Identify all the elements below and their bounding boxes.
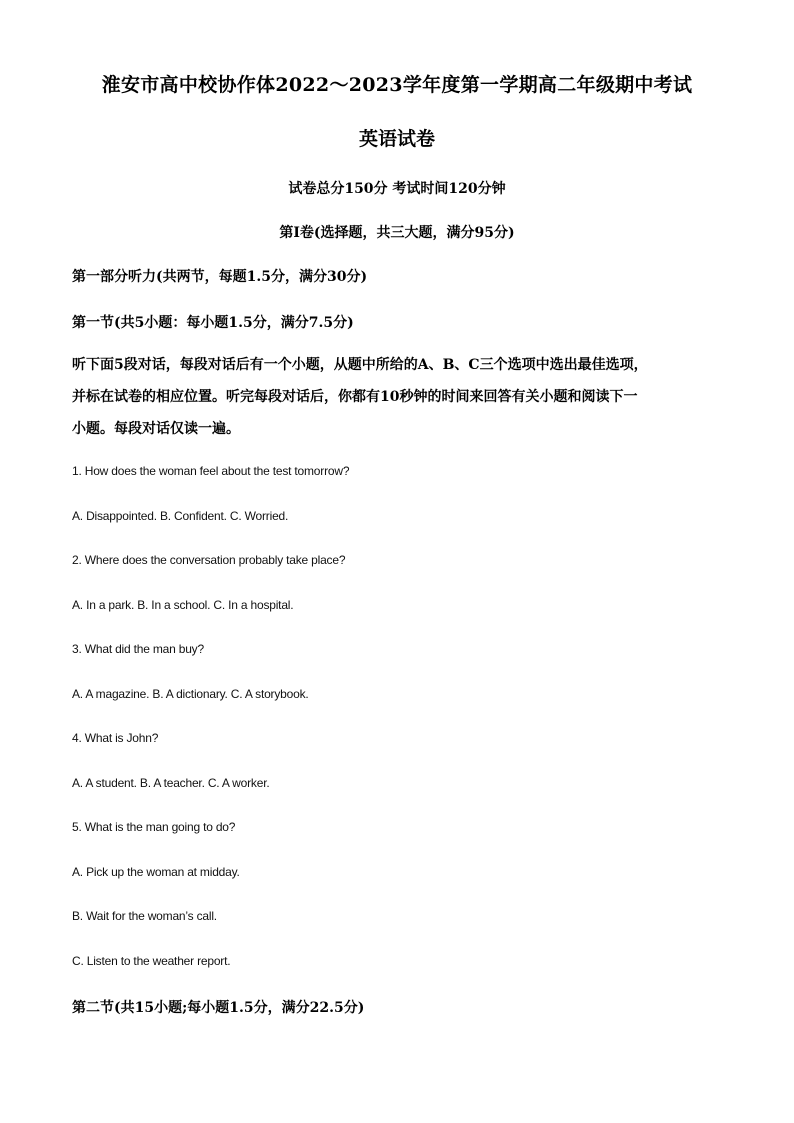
question-5-option-a: A. Pick up the woman at midday. — [72, 865, 240, 879]
exam-info: 试卷总分150分 考试时间120分钟 — [288, 181, 506, 197]
section1-heading: 第一节(共5小题：每小题1.5分，满分7.5分) — [72, 315, 354, 331]
question-2-options: A. In a park. B. In a school. C. In a hospital. — [72, 598, 294, 612]
section1-instructions — [72, 349, 726, 445]
question-3-stem: 3. What did the man buy? — [72, 642, 204, 656]
question-5-option-c: C. Listen to the weather report. — [72, 954, 231, 968]
question-3-options: A. A magazine. B. A dictionary. C. A storybook. — [72, 687, 309, 701]
question-5-stem: 5. What is the man going to do? — [72, 820, 236, 834]
question-4-stem: 4. What is John? — [72, 731, 159, 745]
part1-heading: 第一部分听力(共两节，每题1.5分，满分30分) — [72, 269, 368, 285]
question-1-stem: 1. How does the woman feel about the test tomorrow? — [72, 464, 350, 478]
question-1-options: A. Disappointed. B. Confident. C. Worried. — [72, 509, 289, 523]
question-5-option-b: B. Wait for the woman’s call. — [72, 909, 217, 923]
section2-heading: 第二节(共15小题;每小题1.5分，满分22.5分) — [72, 1000, 365, 1016]
question-4-options: A. A student. B. A teacher. C. A worker. — [72, 776, 270, 790]
instruction-line: 听下面5段对话，每段对话后有一个小题，从题中所给的A、B、C三个选项中选出最佳选项， — [72, 357, 648, 373]
question-2-stem: 2. Where does the conversation probably take place? — [72, 553, 346, 567]
exam-title: 淮安市高中校协作体2022～2023学年度第一学期高二年级期中考试 — [101, 74, 693, 96]
instruction-line: 并标在试卷的相应位置。听完每段对话后，你都有10秒钟的时间来回答有关小题和阅读下一 — [72, 389, 638, 405]
exam-subject: 英语试卷 — [358, 128, 435, 150]
instruction-line: 小题。每段对话仅读一遍。 — [72, 421, 240, 437]
volume-heading: 第Ⅰ卷(选择题，共三大题，满分95分) — [279, 225, 515, 241]
